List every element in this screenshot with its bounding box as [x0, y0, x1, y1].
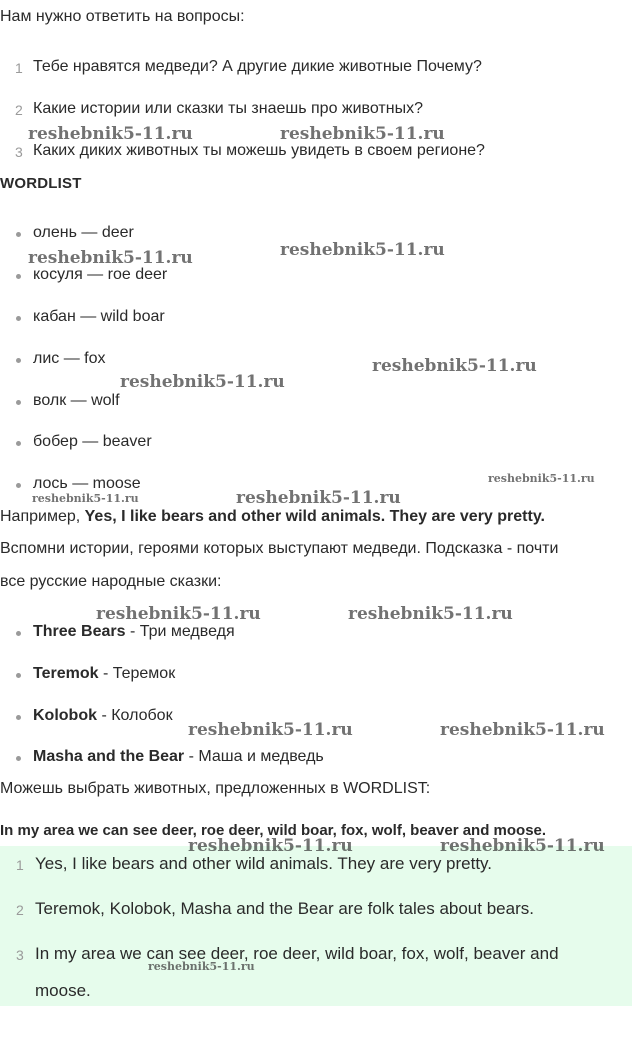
bullet-marker — [16, 673, 21, 678]
wordlist-item: бобер — beaver — [33, 433, 152, 450]
wordlist-item: волк — wolf — [33, 392, 120, 409]
intro-text: Нам нужно ответить на вопросы: — [0, 8, 245, 25]
watermark: reshebnik5-11.ru — [372, 356, 537, 376]
watermark: reshebnik5-11.ru — [148, 960, 255, 973]
answer-item-continuation: moose. — [35, 981, 91, 1000]
tale-title-en: Masha and the Bear — [33, 748, 185, 765]
watermark: reshebnik5-11.ru — [28, 248, 193, 268]
question-item: Каких диких животных ты можешь увидеть в своем регионе? — [33, 142, 485, 159]
tale-item — [33, 748, 324, 766]
answer-number: 1 — [16, 857, 24, 873]
bullet-marker — [16, 274, 21, 279]
watermark: reshebnik5-11.ru — [488, 472, 595, 485]
tale-title-en: Teremok — [33, 665, 99, 682]
question-number: 2 — [15, 102, 23, 118]
wordlist-item: кабан — wild boar — [33, 308, 165, 325]
tale-title-ru: - Колобок — [97, 707, 173, 724]
tale-title-ru: - Маша и медведь — [184, 748, 324, 765]
watermark: reshebnik5-11.ru — [32, 492, 139, 505]
watermark: reshebnik5-11.ru — [348, 604, 513, 624]
bullet-marker — [16, 358, 21, 363]
tale-title-en: Three Bears — [33, 623, 126, 640]
answer-item: In my area we can see deer, roe deer, wild boar, fox, wolf, beaver and — [35, 944, 559, 963]
bullet-marker — [16, 441, 21, 446]
watermark: reshebnik5-11.ru — [280, 124, 445, 144]
tale-item — [33, 623, 235, 641]
tale-title-ru: - Теремок — [98, 665, 176, 682]
bullet-marker — [16, 232, 21, 237]
answers-block — [0, 846, 632, 1006]
tale-title-en: Kolobok — [33, 707, 97, 724]
tale-item — [33, 707, 173, 725]
watermark: reshebnik5-11.ru — [28, 124, 193, 144]
tales-intro-line1: Вспомни истории, героями которых выступают медведи. Подсказка - почти — [0, 540, 559, 557]
watermark: reshebnik5-11.ru — [236, 488, 401, 508]
wordlist-item: лис — fox — [33, 350, 106, 367]
answer-number: 3 — [16, 947, 24, 963]
example-answer: Yes, I like bears and other wild animals. They are very pretty. — [84, 508, 545, 525]
watermark: reshebnik5-11.ru — [440, 836, 605, 856]
bullet-marker — [16, 483, 21, 488]
watermark: reshebnik5-11.ru — [120, 372, 285, 392]
wordlist-item: косуля — roe deer — [33, 266, 168, 283]
wordlist-item: лось — moose — [33, 475, 141, 492]
example-prefix: Например, — [0, 508, 85, 525]
example-text — [0, 508, 545, 526]
choose-text: Можешь выбрать животных, предложенных в WORDLIST: — [0, 780, 431, 797]
answer-item: Yes, I like bears and other wild animals. They are very pretty. — [35, 854, 493, 873]
question-number: 3 — [15, 144, 23, 160]
bullet-marker — [16, 400, 21, 405]
bullet-marker — [16, 316, 21, 321]
bullet-marker — [16, 631, 21, 636]
watermark: reshebnik5-11.ru — [96, 604, 261, 624]
question-item: Какие истории или сказки ты знаешь про животных? — [33, 100, 423, 117]
watermark: reshebnik5-11.ru — [188, 836, 353, 856]
wordlist-heading: WORDLIST — [0, 175, 82, 192]
tales-intro-line2: все русские народные сказки: — [0, 573, 222, 590]
answer-item: Teremok, Kolobok, Masha and the Bear are folk tales about bears. — [35, 899, 534, 918]
watermark: reshebnik5-11.ru — [280, 240, 445, 260]
watermark: reshebnik5-11.ru — [188, 720, 353, 740]
bullet-marker — [16, 715, 21, 720]
wordlist-item: олень — deer — [33, 224, 134, 241]
question-number: 1 — [15, 60, 23, 76]
watermark: reshebnik5-11.ru — [440, 720, 605, 740]
answer-number: 2 — [16, 902, 24, 918]
bullet-marker — [16, 756, 21, 761]
question-item: Тебе нравятся медведи? А другие дикие животные Почему? — [33, 58, 482, 75]
tale-item — [33, 665, 175, 683]
tale-title-ru: - Три медведя — [125, 623, 235, 640]
area-sentence: In my area we can see deer, roe deer, wild boar, fox, wolf, beaver and moose. — [0, 822, 547, 839]
